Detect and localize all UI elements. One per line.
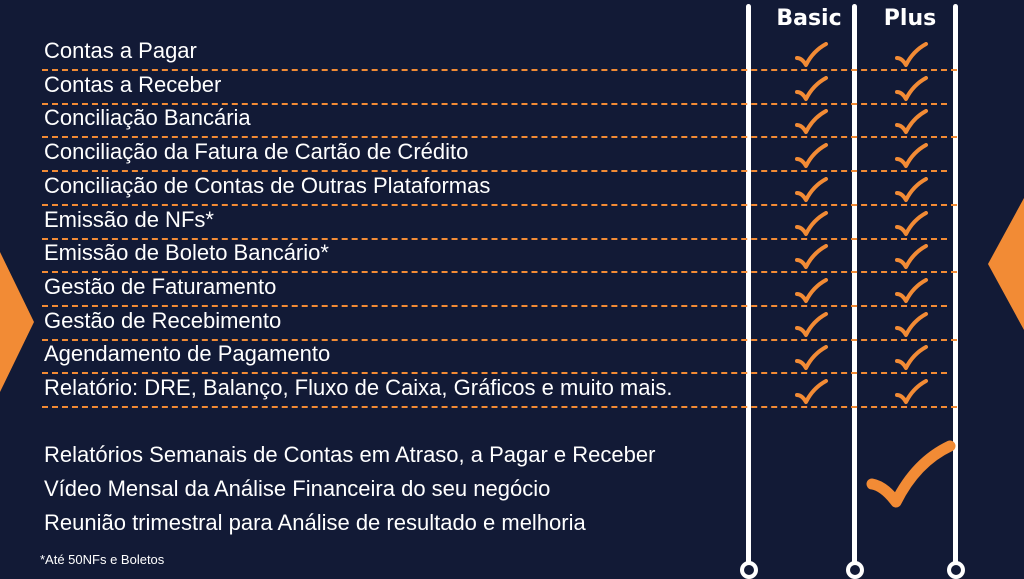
feature-label: Gestão de Recebimento xyxy=(44,307,282,333)
feature-label: Contas a Pagar xyxy=(44,38,197,63)
basic-check-icon xyxy=(793,211,829,237)
column-line-left xyxy=(746,4,751,567)
plus-check-icon xyxy=(893,211,929,237)
basic-check-icon xyxy=(793,143,829,169)
feature-label: Conciliação da Fatura de Cartão de Crédito xyxy=(44,139,469,165)
plus-feature-quarterly-meeting: Reunião trimestral para Análise de resultado e melhoria xyxy=(44,510,586,535)
row-divider xyxy=(42,339,957,341)
basic-check-icon xyxy=(793,42,829,68)
row-divider xyxy=(42,170,947,172)
plus-check-icon xyxy=(893,109,929,135)
plus-check-icon xyxy=(893,345,929,371)
row-divider xyxy=(42,69,957,71)
plus-check-icon xyxy=(893,76,929,102)
feature-label: Gestão de Faturamento xyxy=(44,273,277,299)
plus-feature-monthly-video: Vídeo Mensal da Análise Financeira do seu negócio xyxy=(44,476,551,501)
feature-label: Emissão de Boleto Bancário* xyxy=(44,240,329,266)
basic-check-icon xyxy=(793,244,829,270)
plus-feature-weekly-reports: Relatórios Semanais de Contas em Atraso, a Pagar e Receber xyxy=(44,442,656,467)
basic-check-icon xyxy=(793,312,829,338)
plus-check-icon xyxy=(893,379,929,405)
plus-check-icon xyxy=(893,143,929,169)
column-line-end-left xyxy=(740,561,758,579)
row-divider xyxy=(42,372,947,374)
column-line-middle xyxy=(852,4,857,567)
row-divider xyxy=(42,305,947,307)
row-divider xyxy=(42,204,957,206)
basic-check-icon xyxy=(793,379,829,405)
basic-check-icon xyxy=(793,109,829,135)
plus-check-icon xyxy=(893,42,929,68)
feature-label: Relatório: DRE, Balanço, Fluxo de Caixa, Gráficos e muito mais. xyxy=(44,375,673,400)
feature-label: Conciliação Bancária xyxy=(44,105,251,131)
row-divider xyxy=(42,238,947,240)
column-line-end-middle xyxy=(846,561,864,579)
left-arrow-shape xyxy=(0,252,38,392)
feature-label: Conciliação de Contas de Outras Plataformas xyxy=(44,172,491,198)
column-header-basic: Basic xyxy=(776,6,842,31)
plus-check-icon xyxy=(893,244,929,270)
basic-check-icon xyxy=(793,177,829,203)
plus-check-icon xyxy=(893,312,929,338)
basic-check-icon xyxy=(793,278,829,304)
right-arrow-shape xyxy=(986,198,1024,330)
plus-check-icon xyxy=(893,177,929,203)
row-divider xyxy=(42,136,957,138)
row-divider xyxy=(42,103,947,105)
row-divider xyxy=(42,406,957,408)
feature-label: Agendamento de Pagamento xyxy=(44,341,331,367)
footnote: *Até 50NFs e Boletos xyxy=(40,552,165,567)
plus-check-icon xyxy=(893,278,929,304)
basic-check-icon xyxy=(793,76,829,102)
column-header-plus: Plus xyxy=(883,6,937,31)
feature-label: Emissão de NFs* xyxy=(44,206,214,232)
basic-check-icon xyxy=(793,345,829,371)
plus-extras-check-icon xyxy=(866,440,956,512)
column-line-end-right xyxy=(947,561,965,579)
row-divider xyxy=(42,271,957,273)
feature-label: Contas a Receber xyxy=(44,71,222,97)
